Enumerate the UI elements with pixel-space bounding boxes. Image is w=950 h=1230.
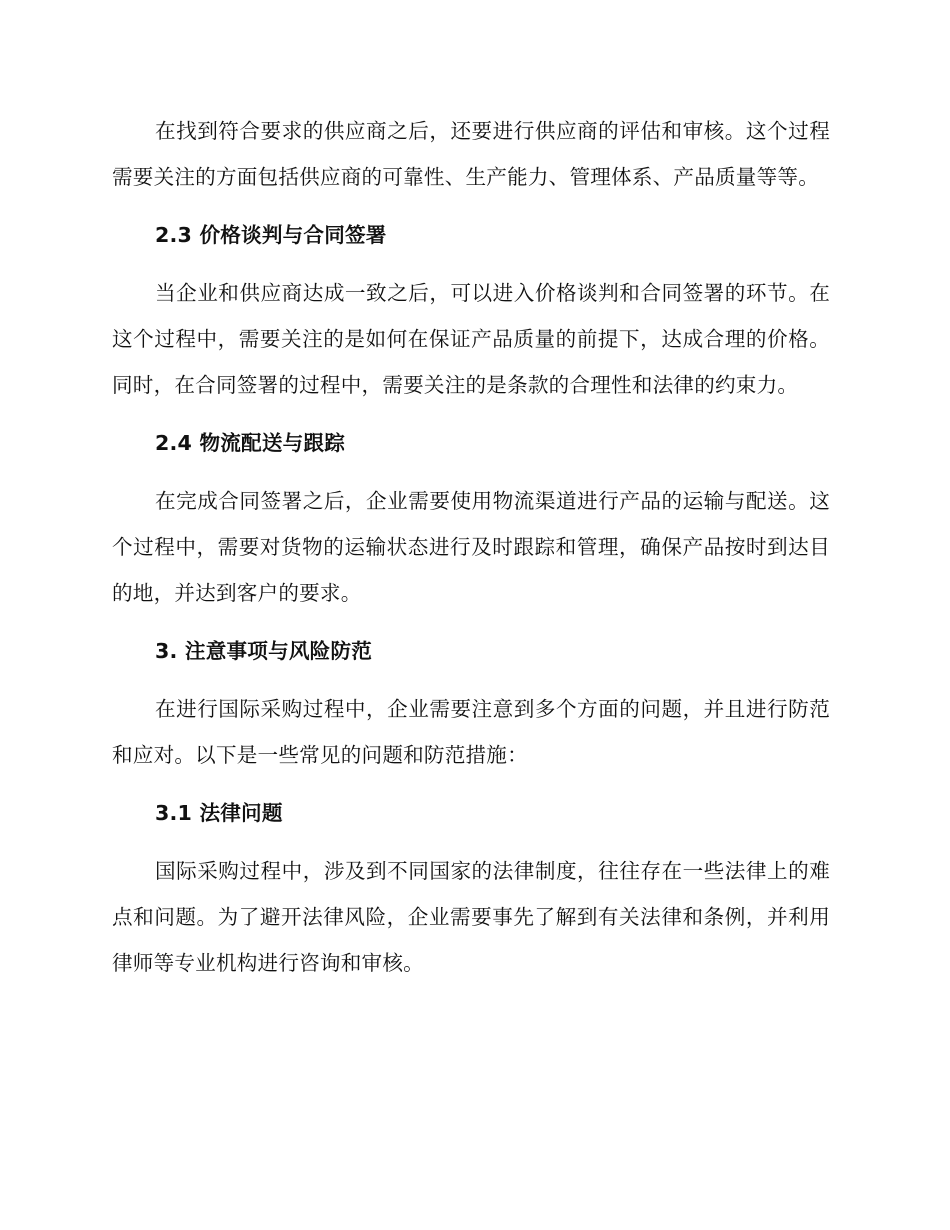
heading-price-negotiation: 2.3 价格谈判与合同签署: [155, 223, 387, 247]
paragraph-risk-prevention: 在进行国际采购过程中，企业需要注意到多个方面的问题，并且进行防范和应对。以下是一些常见的问题和防范措施：: [112, 697, 830, 767]
paragraph-legal-issues: 国际采购过程中，涉及到不同国家的法律制度，往往存在一些法律上的难点和问题。为了避开法律风险，企业需要事先了解到有关法律和条例，并利用律师等专业机构进行咨询和审核。: [112, 859, 830, 975]
paragraph-supplier-evaluation: 在找到符合要求的供应商之后，还要进行供应商的评估和审核。这个过程需要关注的方面包括供应商的可靠性、生产能力、管理体系、产品质量等等。: [112, 119, 830, 189]
heading-risk-prevention: 3. 注意事项与风险防范: [155, 639, 373, 663]
paragraph-logistics: 在完成合同签署之后，企业需要使用物流渠道进行产品的运输与配送。这个过程中，需要对货物的运输状态进行及时跟踪和管理，确保产品按时到达目的地，并达到客户的要求。: [112, 489, 830, 605]
heading-legal-issues: 3.1 法律问题: [155, 801, 283, 825]
heading-logistics: 2.4 物流配送与跟踪: [155, 431, 346, 455]
paragraph-price-negotiation: 当企业和供应商达成一致之后，可以进入价格谈判和合同签署的环节。在这个过程中，需要关注的是如何在保证产品质量的前提下，达成合理的价格。同时，在合同签署的过程中，需要关注的是条款的合理性和法律的约束力。: [112, 281, 830, 397]
document-body: [112, 108, 830, 986]
